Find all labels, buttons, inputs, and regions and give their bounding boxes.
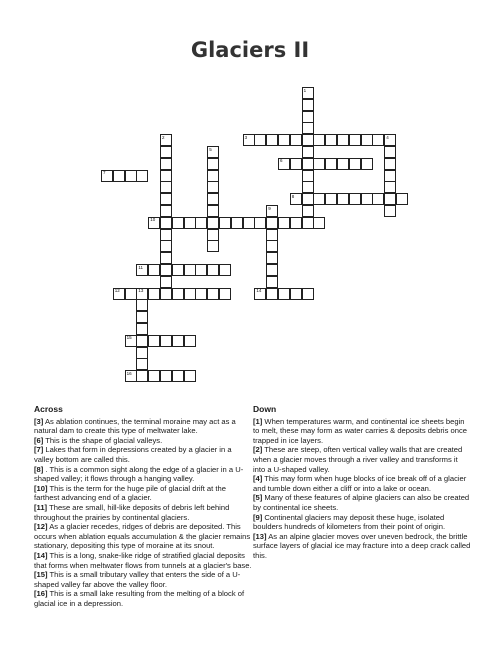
grid-cell[interactable] (148, 335, 160, 347)
grid-cell[interactable] (136, 358, 148, 370)
cell-number: 4 (386, 134, 389, 140)
grid-cell[interactable] (278, 158, 290, 170)
grid-cell[interactable] (384, 146, 396, 158)
across-clue (34, 551, 252, 570)
clue-number: [12] (34, 522, 48, 532)
grid-cell[interactable] (266, 276, 278, 288)
grid-cell[interactable] (337, 158, 349, 170)
grid-cell[interactable] (172, 370, 184, 382)
grid-cell[interactable] (184, 288, 196, 300)
clue-text: As an alpine glacier moves over uneven bedrock, the brittle surface layers of glacial ice may fracture into a deep crack called this. (253, 531, 471, 560)
clue-number: [6] (34, 435, 44, 445)
grid-cell[interactable] (349, 193, 361, 205)
clue-text: As ablation continues, the terminal moraine may act as a natural dam to create this type of meltwater lake. (34, 416, 236, 436)
cell-number: 2 (162, 134, 165, 140)
grid-cell[interactable] (266, 205, 278, 217)
clue-text: Lakes that form in depressions created by a glacier in a valley bottom are called this. (34, 445, 232, 464)
grid-cell[interactable] (219, 217, 231, 229)
grid-cell[interactable] (160, 264, 172, 276)
grid-cell[interactable] (160, 335, 172, 347)
clue-number: [7] (34, 445, 44, 455)
grid-cell[interactable] (172, 264, 184, 276)
grid-cell[interactable] (254, 217, 266, 229)
grid-cell[interactable] (278, 288, 290, 300)
down-clues (253, 405, 471, 561)
grid-cell[interactable] (184, 264, 196, 276)
grid-cell[interactable] (160, 181, 172, 193)
grid-cell[interactable] (313, 158, 325, 170)
grid-cell[interactable] (207, 205, 219, 217)
grid-cell[interactable] (136, 335, 148, 347)
grid-cell[interactable] (160, 193, 172, 205)
grid-cell[interactable] (125, 335, 137, 347)
clue-text: When temperatures warm, and continental ice sheets begin to melt, these may form as water carries & deposits debris once trapped in ice layers. (253, 416, 467, 445)
grid-cell[interactable] (160, 134, 172, 146)
grid-cell[interactable] (325, 193, 337, 205)
across-clue (34, 445, 252, 464)
down-clue (253, 493, 471, 512)
grid-cell[interactable] (243, 134, 255, 146)
grid-cell[interactable] (290, 288, 302, 300)
grid-cell[interactable] (136, 264, 148, 276)
grid-cell[interactable] (207, 229, 219, 241)
grid-cell[interactable] (231, 217, 243, 229)
across-clue (34, 417, 252, 436)
grid-cell[interactable] (384, 158, 396, 170)
down-clue (253, 445, 471, 474)
clue-text: This may form when huge blocks of ice break off of a glacier and tumble down either a cliff or into a lake or ocean. (253, 474, 467, 493)
grid-cell[interactable] (207, 217, 219, 229)
grid-cell[interactable] (302, 193, 314, 205)
cell-number: 8 (291, 193, 295, 199)
grid-cell[interactable] (207, 181, 219, 193)
grid-cell[interactable] (136, 323, 148, 335)
grid-cell[interactable] (302, 170, 314, 182)
grid-cell[interactable] (195, 217, 207, 229)
grid-cell[interactable] (136, 299, 148, 311)
grid-cell[interactable] (207, 288, 219, 300)
across-heading: Across (34, 404, 63, 414)
grid-cell[interactable] (207, 170, 219, 182)
grid-cell[interactable] (384, 193, 396, 205)
grid-cell[interactable] (384, 134, 396, 146)
across-clue (34, 570, 252, 589)
grid-cell[interactable] (113, 170, 125, 182)
grid-cell[interactable] (172, 335, 184, 347)
grid-cell[interactable] (302, 158, 314, 170)
grid-cell[interactable] (207, 193, 219, 205)
grid-cell[interactable] (195, 288, 207, 300)
down-heading: Down (253, 404, 277, 414)
grid-cell[interactable] (266, 288, 278, 300)
grid-cell[interactable] (302, 217, 314, 229)
grid-cell[interactable] (160, 170, 172, 182)
clue-number: [14] (34, 550, 48, 560)
grid-cell[interactable] (396, 193, 408, 205)
clue-number: [2] (253, 445, 263, 455)
grid-cell[interactable] (302, 181, 314, 193)
grid-cell[interactable] (207, 146, 219, 158)
cell-number: 12 (114, 288, 120, 294)
grid-cell[interactable] (148, 264, 160, 276)
grid-cell[interactable] (302, 146, 314, 158)
grid-cell[interactable] (302, 134, 314, 146)
grid-cell[interactable] (125, 288, 137, 300)
grid-cell[interactable] (290, 193, 302, 205)
cell-number: 9 (268, 205, 271, 211)
clue-text: Continental glaciers may deposit these huge, isolated boulders hundreds of kilometers from their point of origin. (253, 512, 446, 532)
grid-cell[interactable] (384, 205, 396, 217)
grid-cell[interactable] (136, 288, 148, 300)
clue-text: These are steep, often vertical valley walls that are created when a glacier moves through a river valley and transforms it into a U-shaped valley. (253, 445, 463, 474)
grid-cell[interactable] (325, 134, 337, 146)
clue-number: [11] (34, 502, 48, 512)
grid-cell[interactable] (172, 217, 184, 229)
grid-cell[interactable] (361, 158, 373, 170)
grid-cell[interactable] (160, 146, 172, 158)
puzzle-title: Glaciers II (190, 38, 310, 62)
across-clue (34, 503, 252, 522)
grid-cell[interactable] (195, 264, 207, 276)
grid-cell[interactable] (384, 181, 396, 193)
cell-number: 1 (303, 87, 307, 93)
grid-cell[interactable] (207, 240, 219, 252)
clue-number: [3] (34, 416, 44, 426)
grid-cell[interactable] (266, 252, 278, 264)
grid-cell[interactable] (266, 134, 278, 146)
grid-cell[interactable] (278, 134, 290, 146)
grid-cell[interactable] (136, 347, 148, 359)
grid-cell[interactable] (184, 370, 196, 382)
grid-cell[interactable] (101, 170, 113, 182)
down-clue-list (253, 417, 471, 561)
clue-number: [8] (34, 464, 44, 474)
grid-cell[interactable] (302, 99, 314, 111)
clue-number: [13] (253, 531, 267, 541)
clue-number: [1] (253, 416, 263, 426)
grid-cell[interactable] (254, 288, 266, 300)
grid-cell[interactable] (207, 264, 219, 276)
grid-cell[interactable] (349, 134, 361, 146)
grid-cell[interactable] (266, 240, 278, 252)
grid-cell[interactable] (136, 170, 148, 182)
cell-number: 13 (138, 288, 144, 294)
grid-cell[interactable] (302, 205, 314, 217)
grid-cell[interactable] (219, 264, 231, 276)
clue-number: [16] (34, 589, 48, 599)
grid-cell[interactable] (361, 134, 373, 146)
across-clue (34, 589, 252, 608)
grid-cell[interactable] (384, 170, 396, 182)
clue-text: This is the shape of glacial valleys. (45, 435, 163, 445)
grid-cell[interactable] (337, 193, 349, 205)
grid-cell[interactable] (160, 240, 172, 252)
cell-number: 10 (150, 217, 156, 223)
clue-text: This is the term for the huge pile of glacial drift at the farthest advancing end of a glacier. (34, 483, 226, 503)
grid-cell[interactable] (302, 122, 314, 134)
grid-cell[interactable] (266, 229, 278, 241)
grid-cell[interactable] (172, 288, 184, 300)
across-clue-list (34, 417, 252, 609)
clue-text: This is a small tributary valley that enters the side of a U-shaped valley far above the valley floor. (34, 570, 241, 589)
down-clue (253, 417, 471, 446)
grid-cell[interactable] (349, 158, 361, 170)
grid-cell[interactable] (372, 134, 384, 146)
grid-cell[interactable] (302, 87, 314, 99)
grid-cell[interactable] (290, 134, 302, 146)
clue-number: [9] (253, 512, 263, 522)
across-clue (34, 465, 252, 484)
grid-cell[interactable] (160, 217, 172, 229)
cell-number: 11 (138, 264, 144, 270)
cell-number: 15 (126, 335, 132, 341)
grid-cell[interactable] (219, 288, 231, 300)
grid-cell[interactable] (290, 158, 302, 170)
grid-cell[interactable] (160, 229, 172, 241)
grid-cell[interactable] (313, 134, 325, 146)
grid-cell[interactable] (136, 370, 148, 382)
grid-cell[interactable] (160, 252, 172, 264)
clue-text: As a glacier recedes, ridges of debris are deposited. This occurs when ablation equals accumulation & the glacier remains stationary, depositing this type of moraine at its snout. (34, 522, 251, 551)
grid-cell[interactable] (125, 370, 137, 382)
grid-cell[interactable] (302, 288, 314, 300)
grid-cell[interactable] (184, 217, 196, 229)
grid-cell[interactable] (372, 193, 384, 205)
clue-number: [10] (34, 483, 48, 493)
clue-text: This is a small lake resulting from the melting of a block of glacial ice in a depression. (34, 589, 245, 608)
grid-cell[interactable] (337, 134, 349, 146)
grid-cell[interactable] (243, 217, 255, 229)
grid-cell[interactable] (254, 134, 266, 146)
grid-cell[interactable] (207, 158, 219, 170)
grid-cell[interactable] (278, 217, 290, 229)
down-clue (253, 513, 471, 532)
grid-cell[interactable] (113, 288, 125, 300)
grid-cell[interactable] (302, 111, 314, 123)
grid-cell[interactable] (125, 170, 137, 182)
clue-number: [4] (253, 474, 263, 484)
across-clue (34, 436, 252, 446)
grid-cell[interactable] (160, 158, 172, 170)
cell-number: 5 (209, 146, 212, 152)
cell-number: 6 (280, 158, 283, 164)
grid-cell[interactable] (290, 217, 302, 229)
cell-number: 14 (256, 288, 262, 294)
grid-cell[interactable] (148, 370, 160, 382)
grid-cell[interactable] (313, 217, 325, 229)
grid-cell[interactable] (160, 370, 172, 382)
down-clue (253, 474, 471, 493)
grid-cell[interactable] (325, 158, 337, 170)
grid-cell[interactable] (313, 193, 325, 205)
across-clue (34, 484, 252, 503)
grid-cell[interactable] (266, 217, 278, 229)
across-clues (34, 405, 252, 608)
clue-text: These are small, hill-like deposits of debris left behind throughout the prairies by continental glaciers. (34, 502, 230, 522)
grid-cell[interactable] (266, 264, 278, 276)
cell-number: 16 (126, 370, 132, 376)
clue-text: This is a long, snake-like ridge of stratified glacial deposits that forms when meltwater flows from tunnels at a glacier's base. (34, 550, 252, 570)
grid-cell[interactable] (160, 276, 172, 288)
grid-cell[interactable] (160, 205, 172, 217)
grid-cell[interactable] (160, 288, 172, 300)
grid-cell[interactable] (148, 288, 160, 300)
cell-number: 7 (103, 170, 106, 176)
grid-cell[interactable] (361, 193, 373, 205)
clue-text: Many of these features of alpine glaciers can also be created by continental ice sheets. (253, 493, 470, 512)
across-clue (34, 522, 252, 551)
grid-cell[interactable] (136, 311, 148, 323)
cell-number: 3 (244, 134, 248, 140)
clue-number: [5] (253, 493, 263, 503)
clue-number: [15] (34, 570, 48, 580)
clue-text: . This is a common sight along the edge of a glacier in a U-shaped valley; it flows through a hanging valley. (34, 464, 244, 484)
grid-cell[interactable] (184, 335, 196, 347)
down-clue (253, 532, 471, 561)
grid-cell[interactable] (148, 217, 160, 229)
